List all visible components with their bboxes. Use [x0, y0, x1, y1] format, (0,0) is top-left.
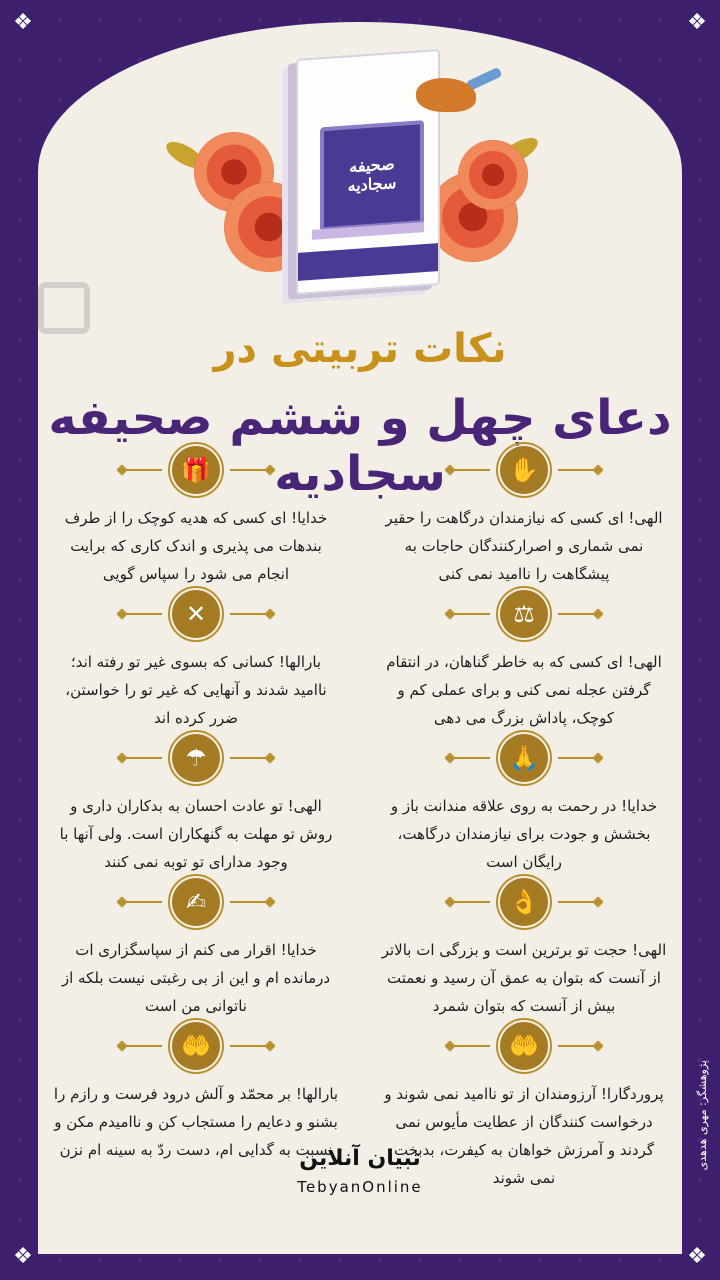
kneeling-prayer-icon: 🙏 — [500, 734, 548, 782]
tip-item — [46, 734, 346, 876]
researcher-credit: پژوهشگر: مهری هدهدی — [696, 1060, 709, 1171]
open-hands-icon: 🤲 — [172, 1022, 220, 1070]
tip-text: الهی! حجت تو برترین است و بزرگی ات بالاتر از آنست که بتوان به عمق آن رسید و نعمتت بیش از آنست که بتوان شمرد — [381, 941, 667, 1015]
tip-text: پروردگارا! آرزومندان از تو ناامید نمی شوند و درخواست کنندگان از عطایت مأیوس نمی گردند و آمرزش خواهان به کیفرت، بدبخت نمی شوند — [384, 1085, 664, 1187]
tebyan-logo-en: TebyanOnline — [297, 1178, 423, 1196]
book-title: صحیفه سجادیه — [347, 154, 397, 196]
tip-text: الهی! ای کسی که نیازمندان درگاهت را حقیر نمی شماری و اصرارکنندگان حاجات به پیشگاهت را ناامید نمی کنی — [385, 509, 663, 583]
book-band — [298, 243, 438, 281]
corner-ornament-icon: ❖ — [687, 10, 707, 35]
tip-item — [374, 446, 674, 588]
tip-text: بارالها! بر محمّد و آلش درود فرست و رازم را بشنو و دعایم را مستجاب کن و ناامیدم مکن و نسبت به گدایی ام، دست ردّ به سینه ام نزن — [53, 1085, 339, 1159]
book-emblem — [320, 120, 424, 231]
tip-item — [46, 1022, 346, 1164]
tip-item — [46, 878, 346, 1020]
tip-item — [374, 590, 674, 732]
corner-ornament-icon: ❖ — [13, 1244, 33, 1269]
tip-item — [374, 878, 674, 1020]
bird-icon — [416, 78, 476, 112]
repentant-person-icon: ☂ — [172, 734, 220, 782]
content-panel — [38, 22, 682, 1254]
tip-text: خدایا! در رحمت به روی علاقه مندانت باز و بخشش و جودت برای نیازمندان درگاهت، رایگان است — [390, 797, 658, 871]
seated-person-icon: ✍ — [172, 878, 220, 926]
gift-icon: 🎁 — [172, 446, 220, 494]
tip-text: خدایا! ای کسی که هدیه کوچک را از طرف بندهات می پذیری و اندک کاری که برایت انجام می شود را سپاس گویی — [64, 509, 328, 583]
tip-text: خدایا! اقرار می کنم از سپاسگزاری ات درمانده ام و این از بی رغبتی نیست بلکه از ناتوانی من است — [61, 941, 331, 1015]
tip-item — [374, 734, 674, 876]
corner-ornament-icon: ❖ — [687, 1244, 707, 1269]
page-title-line1: نکات تربیتی در — [213, 326, 507, 372]
praying-hands-icon: ✋ — [500, 446, 548, 494]
tip-item — [46, 590, 346, 732]
tip-text: الهی! تو عادت احسان به بدکاران داری و روش تو مهلت به گنهکاران است. ولی آنها با وجود مدارای تو توبه نمی کنند — [59, 797, 333, 871]
tip-text: الهی! ای کسی که به خاطر گناهان، در انتقام گرفتن عجله نمی کنی و برای عملی کم و کوچک، پاداش بزرگ می دهی — [386, 653, 662, 727]
rejected-person-icon: ✕ — [172, 590, 220, 638]
flower-decoration — [458, 140, 528, 210]
corner-ornament-icon: ❖ — [13, 10, 33, 35]
ok-hand-icon: 👌 — [500, 878, 548, 926]
tip-text: بارالها! کسانی که بسوی غیر تو رفته اند؛ ناامید شدند و آنهایی که غیر تو را خواستن، ضرر کرده اند — [65, 653, 327, 727]
tip-item — [46, 446, 346, 588]
gavel-icon: ⚖ — [500, 590, 548, 638]
supplicant-icon: 🤲 — [500, 1022, 548, 1070]
tebyan-logo-fa: تبیان آنلاین — [299, 1146, 421, 1171]
page-title-line2: دعای چهل و ششم صحیفه سجادیه — [48, 390, 672, 502]
